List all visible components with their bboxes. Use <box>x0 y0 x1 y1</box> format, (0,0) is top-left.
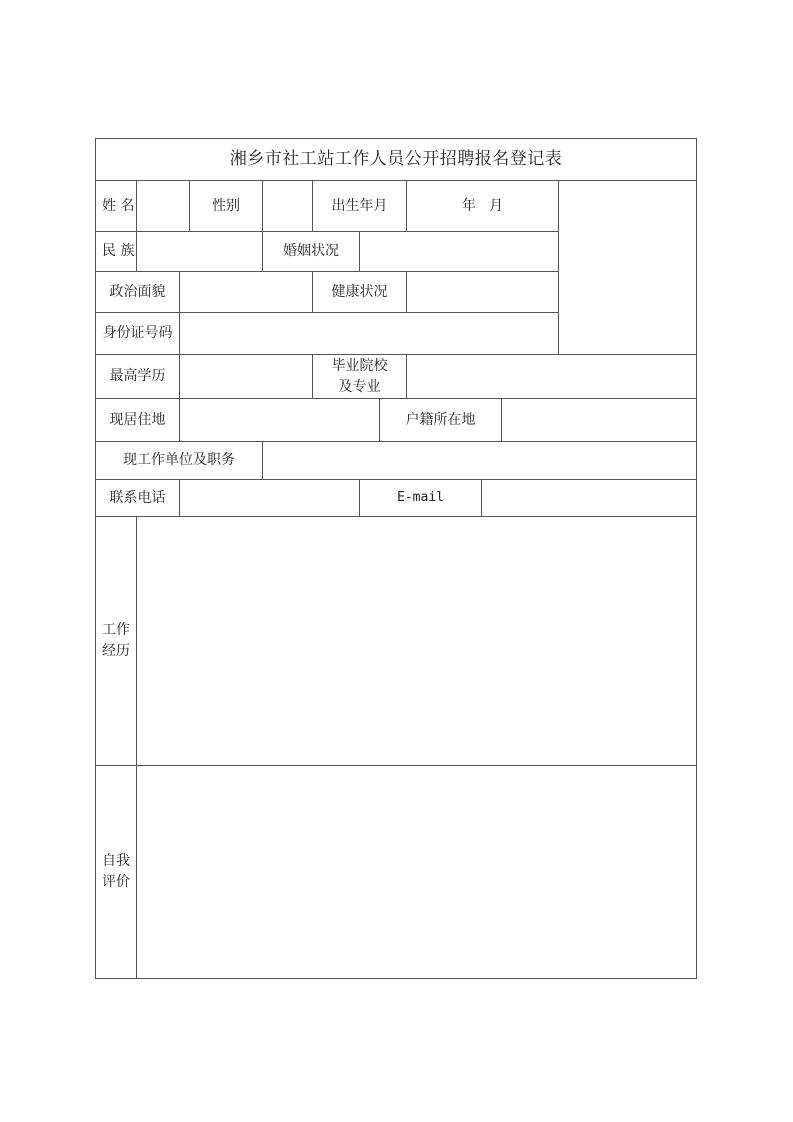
field-email[interactable] <box>481 479 697 517</box>
field-hukou[interactable] <box>501 398 697 442</box>
label-phone: 联系电话 <box>95 479 180 517</box>
field-phone[interactable] <box>179 479 360 517</box>
label-education: 最高学历 <box>95 354 180 399</box>
photo-box[interactable] <box>558 180 697 355</box>
field-id-number[interactable] <box>179 312 559 355</box>
field-employer[interactable] <box>262 441 697 480</box>
field-school[interactable] <box>406 354 697 399</box>
label-employer: 现工作单位及职务 <box>95 441 263 480</box>
label-work-line2: 经历 <box>102 643 130 659</box>
label-marital: 婚姻状况 <box>262 231 360 272</box>
label-work-experience <box>95 516 137 766</box>
label-self-line2: 评价 <box>102 874 130 890</box>
field-education[interactable] <box>179 354 313 399</box>
field-work-experience[interactable] <box>136 516 697 766</box>
label-school <box>312 354 407 399</box>
field-residence[interactable] <box>179 398 380 442</box>
label-gender: 性别 <box>189 180 263 232</box>
label-hukou: 户籍所在地 <box>379 398 502 442</box>
field-political[interactable] <box>179 271 313 313</box>
label-self-evaluation <box>95 765 137 979</box>
field-ethnicity[interactable] <box>136 231 263 272</box>
label-email: E-mail <box>359 479 482 517</box>
field-birth[interactable]: 年 月 <box>406 180 559 232</box>
label-ethnicity: 民 族 <box>95 231 137 272</box>
field-self-evaluation[interactable] <box>136 765 697 979</box>
field-name[interactable] <box>136 180 190 232</box>
label-school-line2: 及专业 <box>338 378 381 395</box>
field-marital[interactable] <box>359 231 559 272</box>
label-health: 健康状况 <box>312 271 407 313</box>
label-name: 姓 名 <box>95 180 137 232</box>
label-residence: 现居住地 <box>95 398 180 442</box>
label-political: 政治面貌 <box>95 271 180 313</box>
label-birth: 出生年月 <box>312 180 407 232</box>
field-health[interactable] <box>406 271 559 313</box>
form-title: 湘乡市社工站工作人员公开招聘报名登记表 <box>95 138 697 181</box>
field-gender[interactable] <box>262 180 313 232</box>
label-self-line1: 自我 <box>102 853 130 869</box>
label-school-line1: 毕业院校 <box>331 357 388 374</box>
label-work-line1: 工作 <box>102 622 130 638</box>
label-id-number: 身份证号码 <box>95 312 180 355</box>
